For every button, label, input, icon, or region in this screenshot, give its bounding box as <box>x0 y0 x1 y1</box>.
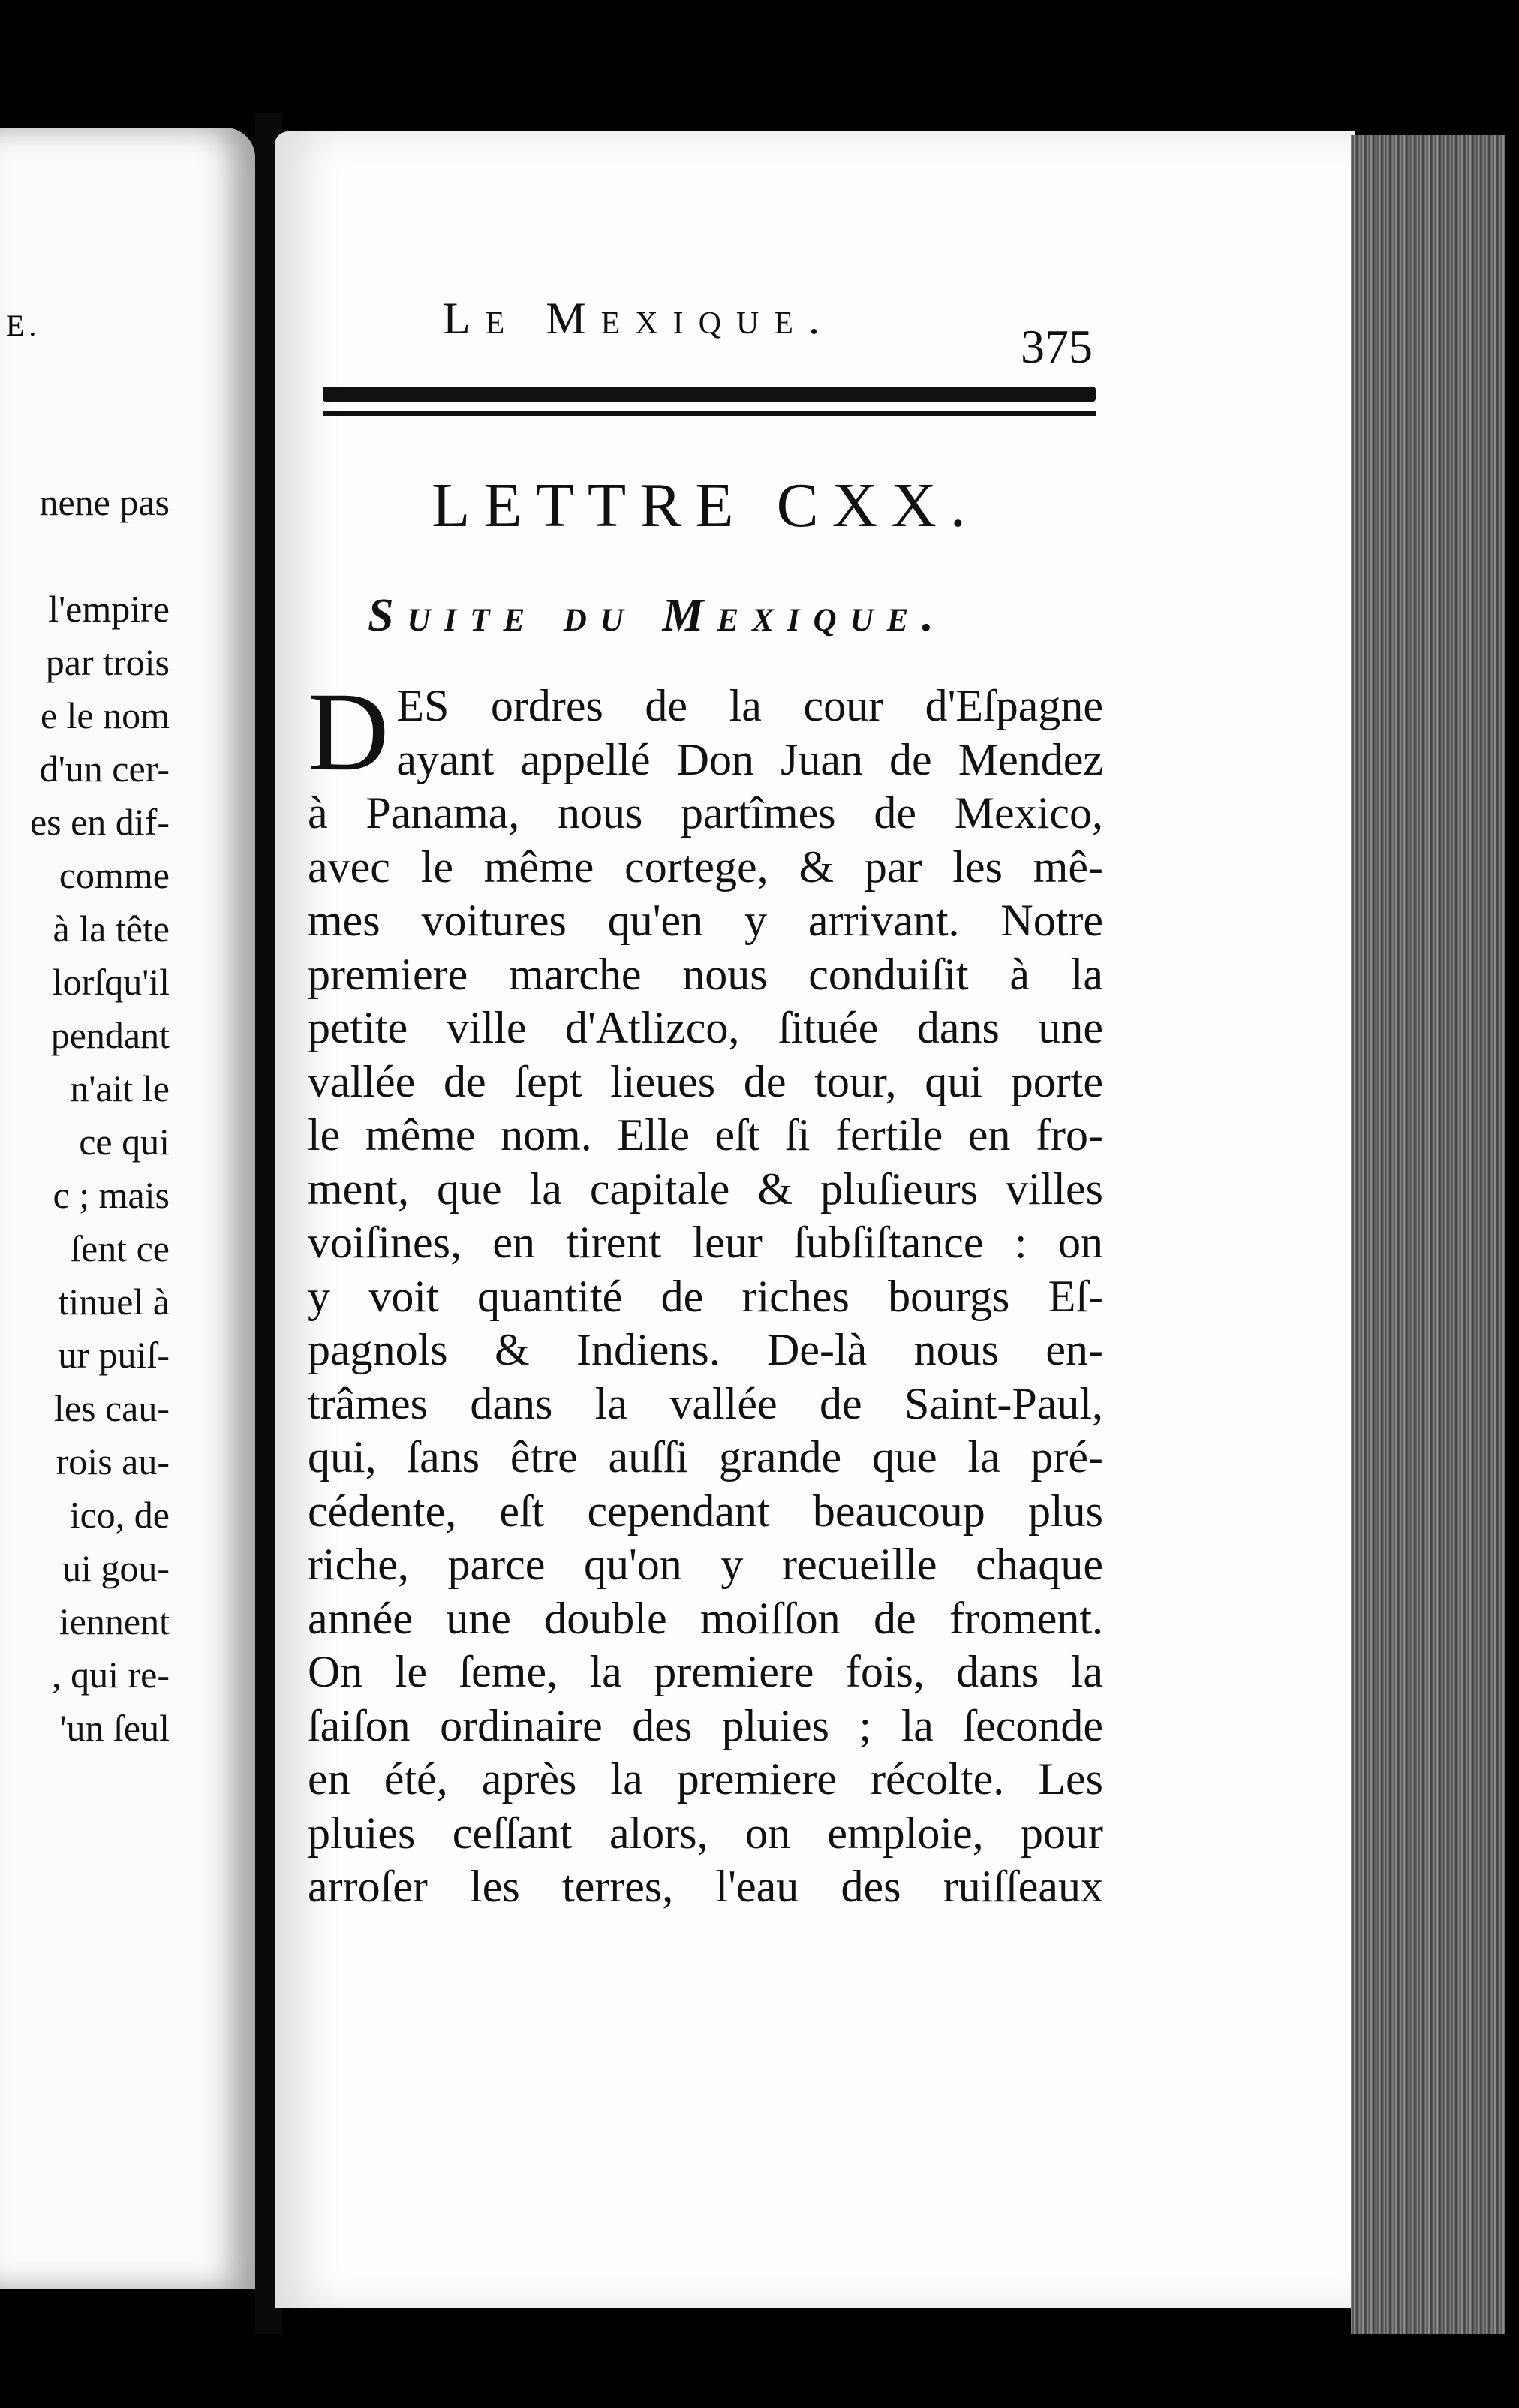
text-line: pagnols & Indiens. De-là nous en- <box>308 1325 1103 1374</box>
left-text-line <box>0 692 170 739</box>
left-text-line <box>0 799 170 845</box>
text-line: qui, ſans être auſſi grande que la pré- <box>308 1432 1103 1482</box>
left-text-line <box>0 1332 170 1378</box>
left-text-line-content: d'un cer- <box>39 748 170 790</box>
left-text-line-content: n'ait le <box>70 1067 170 1109</box>
left-text-line <box>0 1598 170 1645</box>
left-text-line <box>0 1225 170 1272</box>
text-line: en été, après la premiere récolte. Les <box>308 1754 1103 1804</box>
left-text-line-content: tinuel à <box>58 1281 170 1323</box>
left-text-line-content: ico, de <box>69 1494 170 1536</box>
left-text-line <box>0 1705 170 1751</box>
left-text-line <box>0 1438 170 1485</box>
text-line: vallée de ſept lieues de tour, qui porte <box>308 1056 1103 1106</box>
text-line: ES ordres de la cour d'Eſpagne <box>396 681 1103 730</box>
text-line: riche, parce qu'on y recueille chaque <box>308 1540 1103 1589</box>
left-text-line-content: e le nom <box>40 694 170 736</box>
left-text-line-content: par trois <box>45 641 170 683</box>
text-line: le même nom. Elle eſt ſi fertile en fro- <box>308 1110 1103 1160</box>
left-text-line-content: ur puiſ- <box>58 1334 170 1376</box>
left-text-line-content: , qui re- <box>52 1654 170 1696</box>
left-text-line-content: c ; mais <box>53 1174 170 1216</box>
left-running-head-fragment: E. <box>6 309 41 342</box>
left-text-line-content: lorſqu'il <box>52 961 170 1003</box>
text-line: à Panama, nous partîmes de Mexico, <box>308 788 1103 838</box>
left-text-line <box>0 585 170 632</box>
left-text-line-content: es en dif- <box>29 801 170 843</box>
drop-cap: D <box>308 670 390 794</box>
letter-subtitle: Suite du Mexique. <box>368 590 947 641</box>
text-line: premiere marche nous conduiſit à la <box>308 949 1103 999</box>
text-line: petite ville d'Atlizco, ſituée dans une <box>308 1003 1103 1052</box>
left-text-line-content: à la tête <box>53 908 170 950</box>
left-text-line <box>0 1491 170 1538</box>
left-text-line-content: rois au- <box>56 1440 170 1482</box>
left-text-line-content: nene pas <box>39 481 170 523</box>
text-line: cédente, eſt cependant beaucoup plus <box>308 1485 1103 1536</box>
left-text-line <box>0 1545 170 1591</box>
left-text-line-content: ſent ce <box>71 1227 170 1269</box>
left-text-line <box>0 905 170 952</box>
left-text-line <box>0 1651 170 1698</box>
text-line: année une double moiſſon de froment. <box>308 1593 1103 1643</box>
body-text <box>308 670 1103 1914</box>
text-line: ayant appellé Don Juan de Mendez <box>396 734 1103 784</box>
left-text-line <box>0 959 170 1005</box>
left-text-line-content: 'un ſeul <box>59 1707 170 1749</box>
left-text-line-content: l'empire <box>48 588 170 630</box>
left-text-line-content: les cau- <box>53 1387 170 1429</box>
left-text-line <box>0 1385 170 1431</box>
text-line: pluies ceſſant alors, on emploie, pour <box>308 1808 1103 1858</box>
running-head: Le Mexique. <box>443 293 835 343</box>
letter-title: LETTRE CXX. <box>432 471 979 540</box>
text-line: arroſer les terres, l'eau des ruiſſeaux <box>308 1862 1103 1911</box>
text-line: voiſines, en tirent leur ſubſiſtance : on <box>308 1218 1103 1267</box>
left-text-line <box>0 852 170 898</box>
left-text-line <box>0 479 170 525</box>
text-line: avec le même cortege, & par les mê- <box>308 841 1103 892</box>
text-line: On le ſeme, la premiere fois, dans la <box>308 1647 1103 1696</box>
left-text-line <box>0 1278 170 1325</box>
page-edges <box>1351 135 1505 2334</box>
left-text-line <box>0 1118 170 1165</box>
text-line: mes voitures qu'en y arrivant. Notre <box>308 895 1103 945</box>
page-number: 375 <box>1021 320 1093 373</box>
left-text-line <box>0 1012 170 1058</box>
text-line: trâmes dans la vallée de Saint-Paul, <box>308 1378 1103 1428</box>
text-line: ſaiſon ordinaire des pluies ; la ſeconde <box>308 1700 1103 1750</box>
text-line: ment, que la capitale & pluſieurs villes <box>308 1163 1103 1214</box>
left-text-line-content: pendant <box>50 1014 170 1056</box>
left-text-line-content: comme <box>59 854 170 896</box>
header-rule-thick <box>323 387 1096 402</box>
header-rule-thin <box>323 411 1096 416</box>
left-text-line-content: iennent <box>59 1600 170 1642</box>
left-text-line <box>0 1172 170 1218</box>
left-page <box>0 128 255 2289</box>
left-text-line <box>0 639 170 685</box>
text-line: y voit quantité de riches bourgs Eſ- <box>308 1271 1103 1321</box>
left-text-line-content: ce qui <box>79 1121 170 1163</box>
left-text-line <box>0 1065 170 1112</box>
left-text-line <box>0 745 170 792</box>
left-text-line-content: ui gou- <box>62 1547 170 1589</box>
